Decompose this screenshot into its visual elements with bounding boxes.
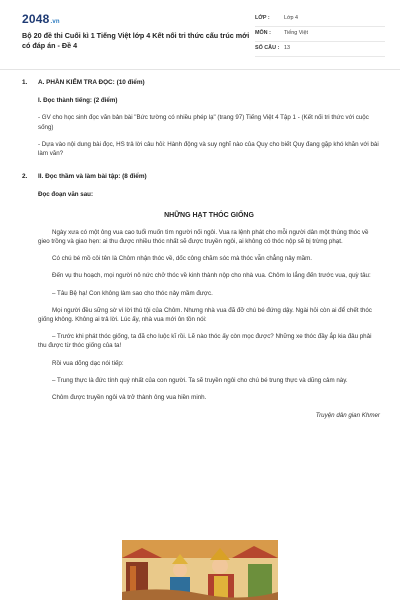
story-source: Truyện dân gian Khmer <box>315 412 380 420</box>
section-b-body <box>38 190 380 420</box>
logo-main: 2048 <box>22 12 50 26</box>
story-paragraph: Chôm được truyền ngôi và trở thành ông vua hiền minh. <box>52 394 207 402</box>
paragraph: - GV cho học sinh đọc văn bản bài "Bức tường có nhiều phép lạ" (trang 97) Tiếng Việt 4 Tập 1 - (Kết nối tri thức với cuộc sống) <box>38 114 369 131</box>
meta-value: 13 <box>284 45 290 51</box>
meta-value: Lớp 4 <box>284 15 299 21</box>
logo-tld: .vn <box>50 19 60 25</box>
section-title: A. PHẦN KIỂM TRA ĐỌC: (10 điểm) <box>38 79 145 86</box>
section-number: 2. <box>22 173 28 181</box>
section-a-body <box>38 96 380 158</box>
story-title: NHỮNG HẠT THÓC GIỐNG <box>164 211 254 219</box>
story-illustration <box>122 540 278 600</box>
sub-heading: I. Đọc thành tiếng: (2 điểm) <box>38 97 118 105</box>
meta-row-count <box>255 42 385 57</box>
story-paragraph: Rồi vua dõng dạc nói tiếp: <box>52 359 124 367</box>
story-paragraph: – Trước khi phát thóc giống, ta đã cho luộc kĩ rồi. Lẽ nào thóc ấy còn mọc được? Những xe thóc đầy ắp kia đâu phải thu được từ thóc giống của ta! <box>38 333 372 350</box>
meta-key: MÔN : <box>255 30 271 36</box>
paragraph: - Dựa vào nội dung bài đọc, HS trả lời câu hỏi: Hành động và suy nghĩ nào của Quy cho biết Quy đang gặp khó khăn với bài làm văn? <box>38 140 379 158</box>
instruction: Đọc đoạn văn sau: <box>38 191 94 199</box>
section-title: II. Đọc thầm và làm bài tập: (8 điểm) <box>38 173 147 181</box>
section-b-heading <box>22 172 380 181</box>
story-paragraph: – Tâu Bệ hạ! Con không làm sao cho thóc nảy mầm được. <box>52 289 213 297</box>
meta-table <box>255 12 385 57</box>
page-title: Bộ 20 đề thi Cuối kì 1 Tiếng Việt lớp 4 Kết nối tri thức cấu trúc mới có đáp án - Đề 4 <box>22 31 250 50</box>
site-logo[interactable] <box>22 12 60 26</box>
meta-key: LỚP : <box>255 15 270 21</box>
story-paragraph: Đến vụ thu hoạch, mọi người nô nức chở thóc về kinh thành nộp cho nhà vua. Chôm lo lắng đến trước vua, quỳ tâu: <box>52 272 371 280</box>
meta-key: SỐ CÂU : <box>255 45 280 51</box>
story-paragraph: Mọi người đều sững sờ vì lời thú tội của Chôm. Nhưng nhà vua đã đỡ chú bé đứng dậy. Ngài hỏi còn ai để chết thóc giống không. Không ai trả lời. Lúc ấy, nhà vua mới ôn tồn nói: <box>38 306 372 324</box>
meta-row-grade <box>255 12 385 27</box>
page-header <box>0 0 400 70</box>
section-a-heading <box>22 78 380 87</box>
meta-value: Tiếng Việt <box>284 30 308 36</box>
story-paragraph: Ngày xưa có một ông vua cao tuổi muốn tìm người nối ngôi. Vua ra lệnh phát cho mỗi người dân một thúng thóc về gieo trồng và giao hẹn: ai thu được nhiều thóc nhất sẽ được truyền ngôi, ai không có thóc nộp sẽ bị trừng phạt. <box>38 228 369 246</box>
meta-row-subject <box>255 27 385 42</box>
section-number: 1. <box>22 79 28 86</box>
story-paragraph: Có chú bé mồ côi tên là Chôm nhận thóc về, dốc công chăm sóc mà thóc vẫn chẳng nảy mầm. <box>52 255 313 263</box>
document-content <box>22 78 380 420</box>
story-paragraph: – Trung thực là đức tính quý nhất của con người. Ta sẽ truyền ngôi cho chú bé trung thực và dũng cảm này. <box>52 376 348 384</box>
